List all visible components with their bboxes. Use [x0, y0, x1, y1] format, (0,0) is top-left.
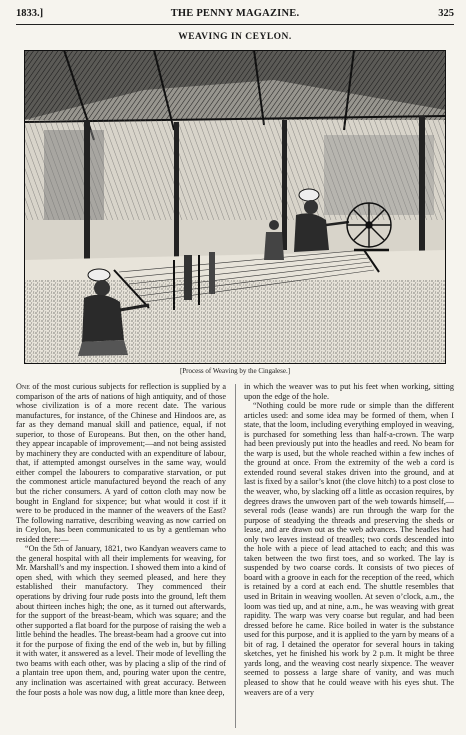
paragraph [244, 382, 454, 401]
right-column [244, 382, 454, 730]
paragraph-text: “Nothing could be more rude or simple than the different articles used: and some idea may be formed of them, when I state, that the loom, including everything employed in weaving, is purchased for something less than half-a-crown. The warp had been previously put into the headles and reed. No beam for the warp is used, but the whole reached within a few inches of the ground at once. From the extremity of the web a cord is extended round several stakes driven into the ground, and at last is fixed by a sailor’s knot (the clove hitch) to a post close to the weaver, who, by slacking off a little as occasion requires, by degrees draws the unwoven part of the web towards himself,—several rods (lease wands) are run through the warp for the purpose of steadying the threads and preserving the sheds or lease, and are drawn out as the web advances. The headles had only two leaves instead of treadles; two cords descended into the hole with a piece of lead attached to each; and this was taken between the two first toes, and so worked. The lay is suspended by two coarse cords. It consists of two pieces of board with a groove in each for the reception of the reed, which is retained by a cord at each end. The shuttle resembles that used in Britain in weaving woollen. At seven o’clock, a.m., the loom was tied up, and at nine, a.m., he was weaving with great rapidity. The warp was very coarse but regular, and had been dressed before he came. Rice boiled in water is the substance used for this purpose, and it is applied to the yarn by means of a bit of rag. I detained the operator for several hours in taking sketches, yet he finished his work by 2 p.m. It might be three yards long, and the weaving cost nearly sixpence. The weaver seemed to possess a large share of vanity, and was much pleased to show that he could weave with his eyes shut. The weavers are of a very [244, 401, 454, 697]
illustration-caption: [Process of Weaving by the Cingalese.] [179, 367, 291, 375]
issue-date: 1833.] [16, 8, 44, 19]
article-title: WEAVING IN CEYLON. [178, 32, 292, 42]
article-body [16, 382, 454, 730]
weaving-illustration [24, 50, 446, 364]
drop-lead: One [16, 382, 30, 391]
left-column [16, 382, 226, 730]
paragraph [16, 382, 226, 544]
paragraph-text: in which the weaver was to put his feet when working, sitting upon the edge of the hole. [244, 382, 454, 401]
header-rule [16, 24, 454, 25]
magazine-page [16, 8, 454, 730]
paragraph-text: “On the 5th of January, 1821, two Kandyan weavers came to the general hospital with all their implements for weaving, for Mr. Marshall’s and my inspection. I showed them into a kind of open shed, with which they seemed pleased, and here they established their manufactory. They commenced their operations by driving four rude posts into the ground, left them about thirteen inches high; the one, as it turned out afterwards, for the support of the breast-beam, which was square; and the other supported a flat board for the purpose of raising the web a little behind the headles. The breast-beam had a groove cut into it for the purpose of fixing the end of the web in, but by filling it with water, it answered as a level. Their mode of levelling the two beams with each other, was by placing a slip of the rind of a plantain tree upon them, and, pouring water upon the centre, any inclination was ascertained with great accuracy. Between the four posts a hole was now dug, a little more than knee deep, [16, 544, 226, 697]
running-head [16, 8, 454, 24]
paragraph-text: of the most curious subjects for reflection is supplied by a comparison of the arts of nations of high antiquity, and of those whose civilization is of a more recent date. The various manufactures, for instance, of the Chinese and Hindoos are, as far as they demand manual skill and patience, equal, if not superior, to those of Europeans. But then, on the other hand, they appear incapable of improvement;—and not being assisted by machinery they are conducted with an expenditure of labour, that, if attempted amongst ourselves in the same way, would either compel the labourers to comparative starvation, or put the commonest article manufactured beyond the reach of any but the richer consumers. A yard of cotton cloth may now be bought in England for sixpence; but what would it cost if it were to be produced in the manner of the weavers of the East? The following narrative, describing weaving as now carried on in Ceylon, has been communicated to us by a gentleman who resided there:— [16, 382, 226, 544]
paragraph [16, 544, 226, 697]
paragraph [244, 401, 454, 697]
page-number: 325 [438, 8, 454, 19]
weaving-scene-icon [24, 50, 446, 364]
column-divider [235, 384, 236, 728]
magazine-title: THE PENNY MAGAZINE. [170, 8, 300, 19]
